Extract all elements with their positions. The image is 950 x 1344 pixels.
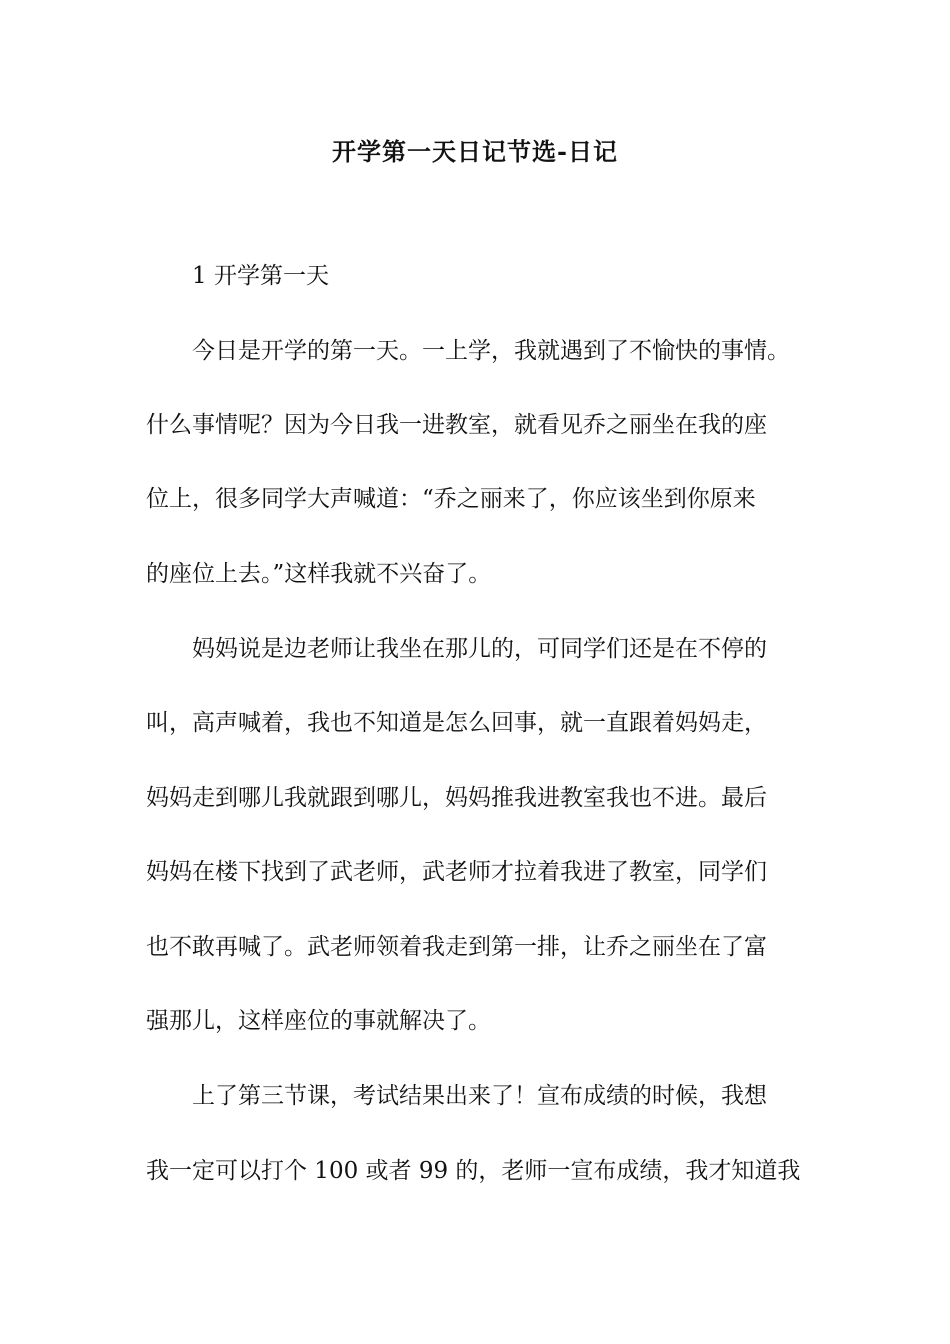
- paragraph-line: 叫，高声喊着，我也不知道是怎么回事，就一直跟着妈妈走，: [146, 710, 767, 736]
- paragraph-line: 妈妈在楼下找到了武老师，武老师才拉着我进了教室，同学们: [146, 859, 767, 885]
- section-heading: 1 开学第一天: [192, 263, 329, 289]
- paragraph-line: 今日是开学的第一天。一上学，我就遇到了不愉快的事情。: [192, 338, 790, 364]
- paragraph-line: 我一定可以打个 100 或者 99 的，老师一宣布成绩，我才知道我: [146, 1158, 801, 1184]
- paragraph-line: 强那儿，这样座位的事就解决了。: [146, 1008, 491, 1034]
- document-title: 开学第一天日记节选-日记: [332, 137, 618, 166]
- paragraph-line: 妈妈走到哪儿我就跟到哪儿，妈妈推我进教室我也不进。最后: [146, 785, 767, 811]
- paragraph-line: 上了第三节课，考试结果出来了！宣布成绩的时候，我想: [192, 1083, 767, 1109]
- paragraph-line: 位上，很多同学大声喊道：“乔之丽来了，你应该坐到你原来: [146, 486, 756, 512]
- paragraph-line: 也不敢再喊了。武老师领着我走到第一排，让乔之丽坐在了富: [146, 934, 767, 960]
- paragraph-line: 什么事情呢？因为今日我一进教室，就看见乔之丽坐在我的座: [146, 412, 767, 438]
- paragraph-line: 妈妈说是边老师让我坐在那儿的，可同学们还是在不停的: [192, 636, 767, 662]
- paragraph-line: 的座位上去。”这样我就不兴奋了。: [146, 561, 492, 587]
